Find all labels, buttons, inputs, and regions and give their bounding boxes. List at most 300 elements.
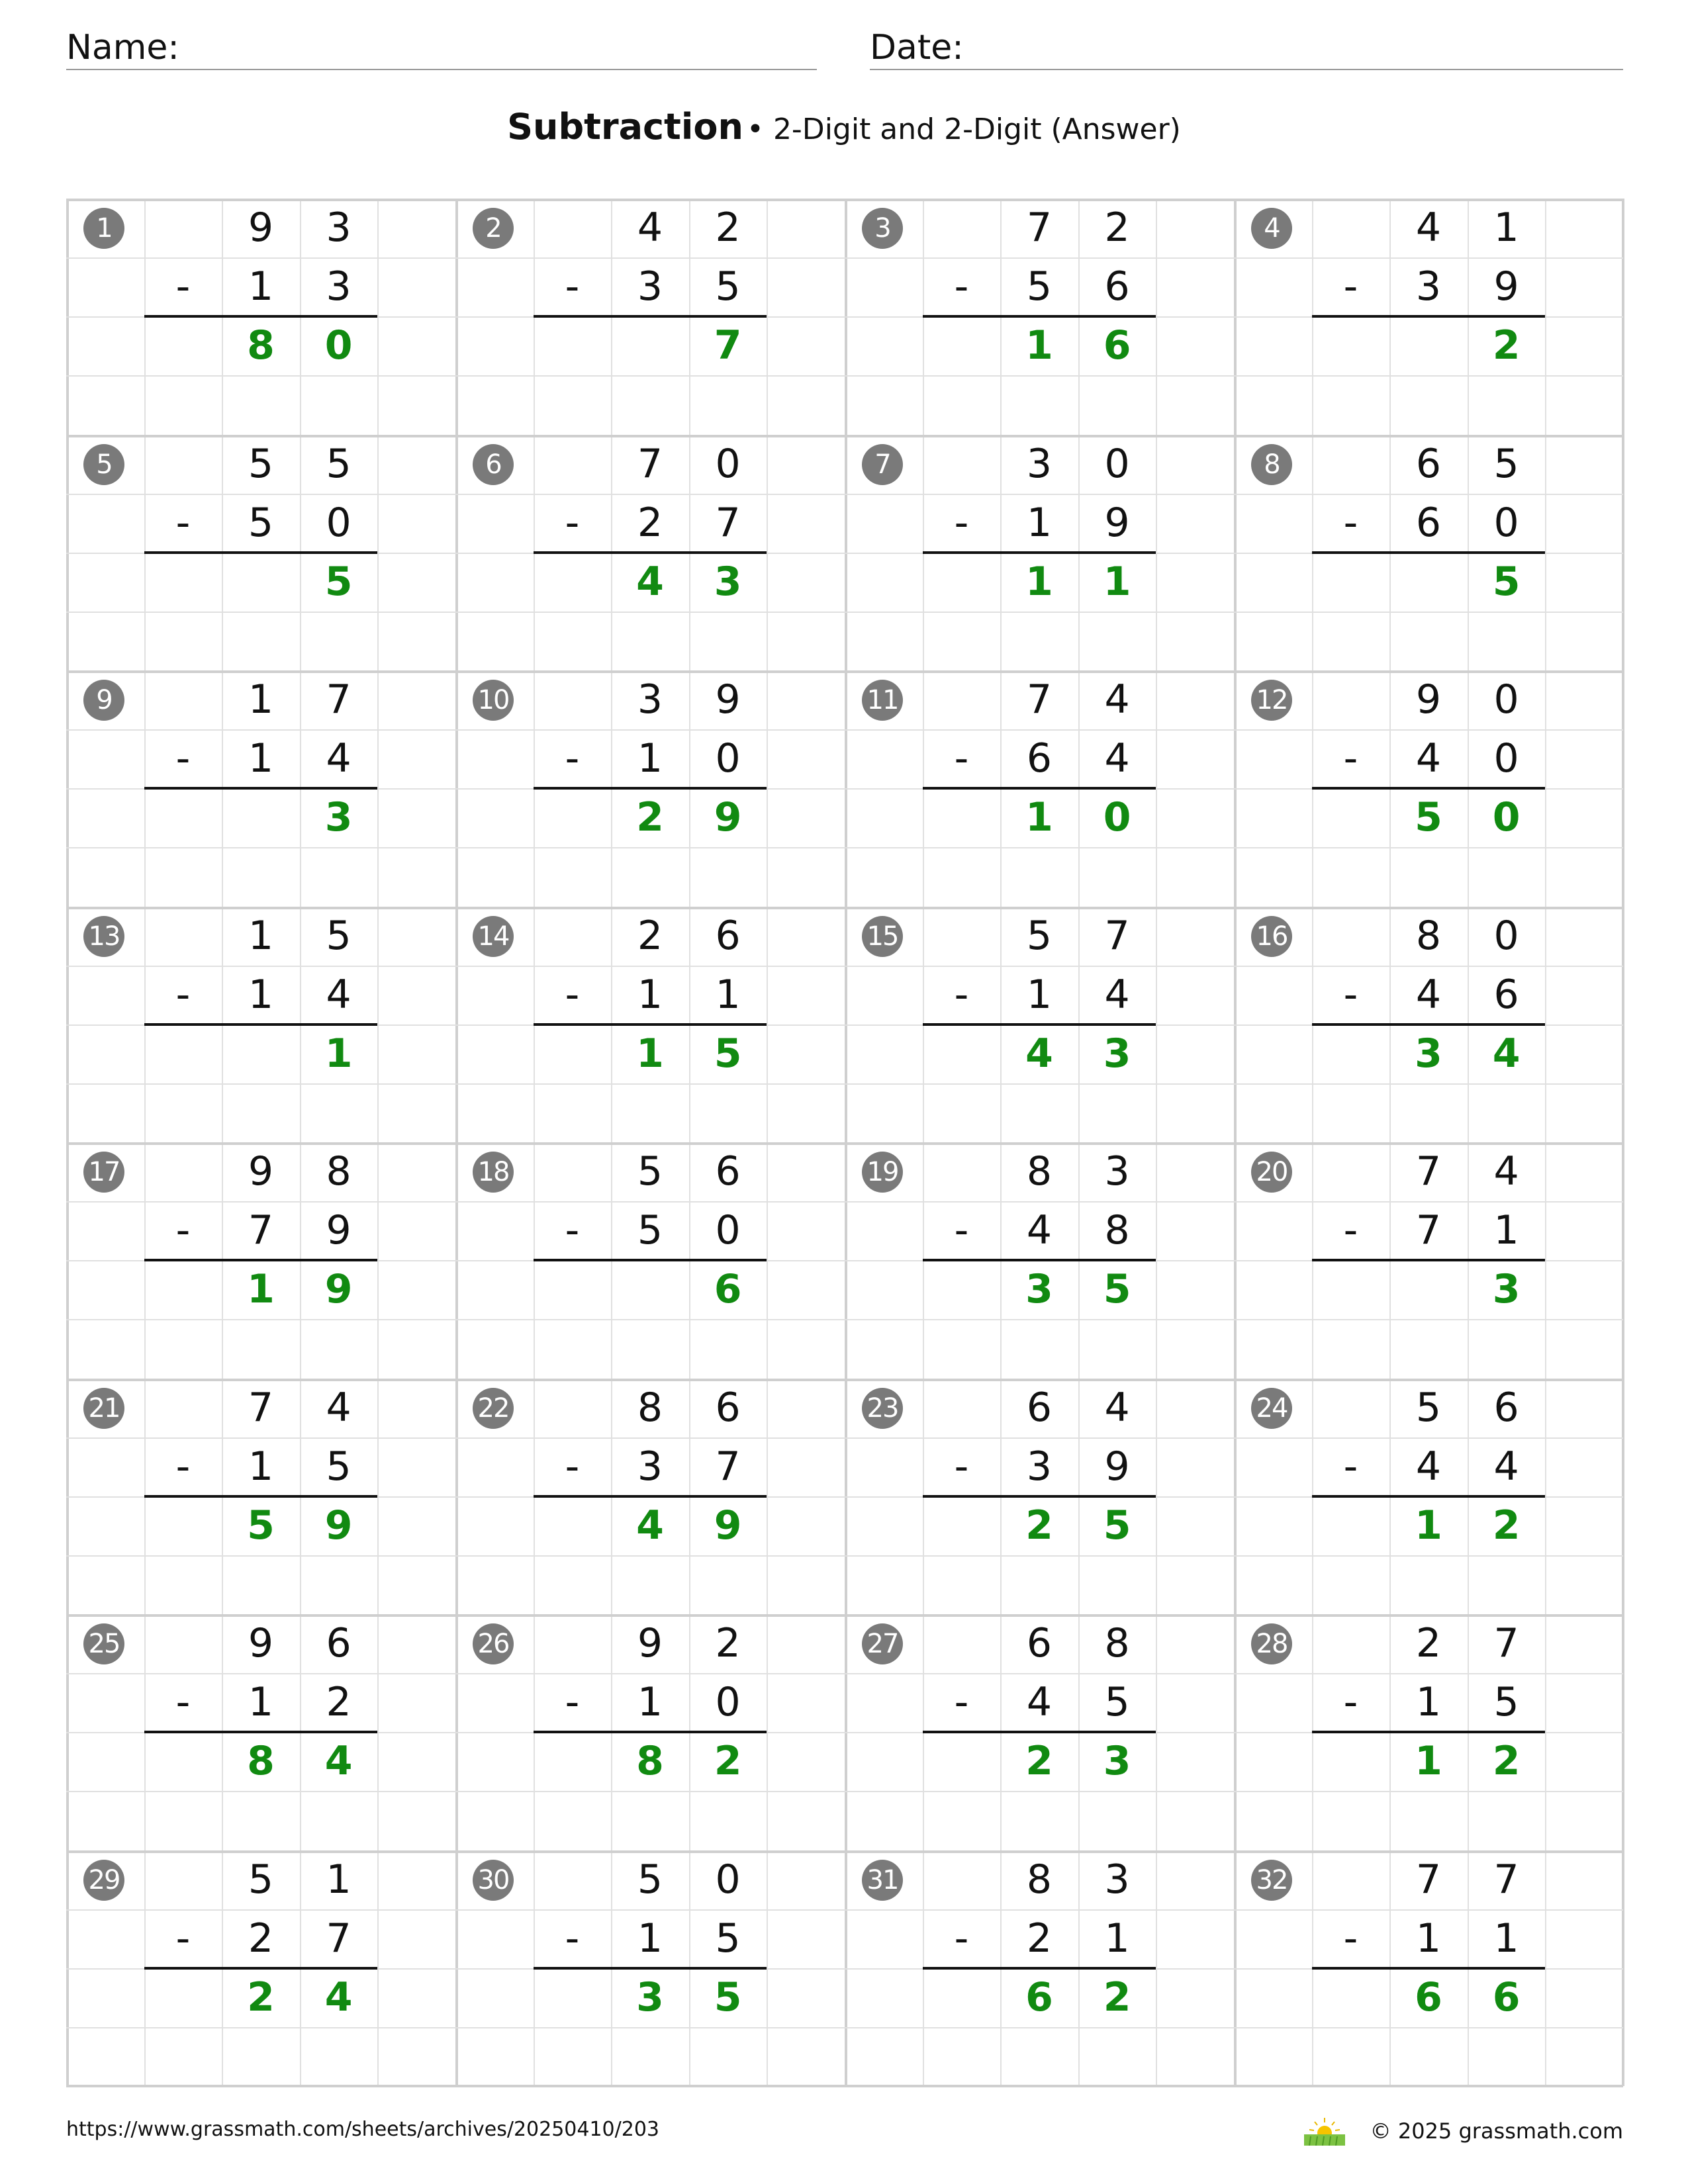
minuend-tens: 2 [637,912,663,959]
subtrahend-tens: 1 [637,1679,663,1726]
minuend-ones: 0 [1104,440,1130,487]
subtrahend-tens: 2 [1026,1915,1053,1962]
minuend-ones: 6 [1493,1384,1519,1431]
answer-ones[interactable]: 4 [324,1974,353,2021]
minus-sign: - [565,971,580,1018]
answer-tens[interactable]: 2 [1025,1502,1053,1549]
answer-rule-line [1312,551,1546,554]
name-field[interactable] [66,25,817,70]
minuend-ones: 6 [715,912,741,959]
problem-22 [455,1379,845,1615]
subtrahend-tens: 1 [1415,1679,1442,1726]
answer-rule-line [923,1967,1156,1970]
minuend-ones: 2 [715,205,741,251]
worksheet-title [0,106,1688,148]
subtrahend-tens: 1 [248,971,274,1018]
answer-tens[interactable]: 8 [247,1738,275,1785]
minus-sign: - [1343,971,1358,1018]
answer-tens[interactable]: 4 [1025,1030,1053,1077]
answer-rule-line [144,1495,378,1498]
problem-number-badge: 22 [473,1388,514,1429]
minuend-tens: 1 [248,676,274,723]
problem-number-badge: 25 [83,1623,124,1664]
answer-rule-line [144,1731,378,1733]
minuend-ones: 5 [326,912,352,959]
answer-tens[interactable]: 6 [1025,1974,1053,2021]
answer-ones[interactable]: 5 [1103,1502,1131,1549]
problem-6 [455,435,845,671]
problem-25 [66,1614,455,1850]
answer-ones[interactable]: 0 [1492,794,1521,841]
answer-tens[interactable]: 1 [1025,794,1053,841]
answer-rule-line [923,551,1156,554]
minuend-ones: 6 [715,1384,741,1431]
subtrahend-tens: 1 [248,1443,274,1490]
answer-rule-line [534,1495,767,1498]
minus-sign: - [565,1443,580,1490]
minus-sign: - [1343,1207,1358,1254]
subtrahend-ones: 7 [715,1443,741,1490]
subtrahend-ones: 0 [715,1679,741,1726]
minuend-ones: 4 [326,1384,352,1431]
answer-ones[interactable]: 3 [1103,1738,1131,1785]
answer-ones[interactable]: 2 [1492,1502,1521,1549]
answer-ones[interactable]: 9 [714,1502,742,1549]
subtrahend-tens: 4 [1415,735,1442,782]
minus-sign: - [954,263,969,310]
subtrahend-ones: 5 [1104,1679,1130,1726]
answer-ones[interactable]: 5 [1492,558,1521,605]
answer-rule-line [534,1023,767,1026]
answer-rule-line [923,1023,1156,1026]
problem-number-badge: 2 [473,208,514,249]
minuend-ones: 0 [715,1856,741,1903]
answer-tens[interactable]: 8 [247,322,275,369]
minuend-tens: 5 [637,1856,663,1903]
subtrahend-tens: 1 [1026,499,1053,546]
subtrahend-tens: 3 [637,1443,663,1490]
problem-number-badge: 12 [1251,680,1292,721]
problem-19 [845,1142,1234,1379]
sun-over-grass-icon [1301,2116,1348,2146]
minuend-ones: 4 [1104,676,1130,723]
minuend-ones: 3 [1104,1148,1130,1195]
minuend-tens: 8 [1026,1856,1053,1903]
problem-15 [845,907,1234,1143]
problem-number-badge: 3 [862,208,903,249]
subtrahend-tens: 1 [637,971,663,1018]
minuend-tens: 7 [637,440,663,487]
subtrahend-ones: 0 [715,735,741,782]
answer-ones[interactable]: 2 [714,1738,742,1785]
minus-sign: - [1343,1443,1358,1490]
problem-4 [1234,199,1623,435]
answer-rule-line [923,1495,1156,1498]
problem-grid [66,199,1623,2086]
minuend-tens: 3 [637,676,663,723]
minuend-tens: 4 [637,205,663,251]
answer-rule-line [144,551,378,554]
problem-29 [66,1850,455,2087]
answer-rule-line [1312,1967,1546,1970]
minuend-tens: 2 [1415,1620,1442,1666]
problem-number-badge: 16 [1251,916,1292,957]
subtrahend-tens: 1 [637,735,663,782]
subtrahend-tens: 4 [1026,1679,1053,1726]
minuend-ones: 4 [1493,1148,1519,1195]
minus-sign: - [175,971,191,1018]
minus-sign: - [954,1207,969,1254]
subtrahend-tens: 4 [1415,1443,1442,1490]
answer-tens[interactable]: 4 [636,558,664,605]
minuend-tens: 9 [1415,676,1442,723]
problem-11 [845,670,1234,907]
problem-number-badge: 11 [862,680,903,721]
problem-14 [455,907,845,1143]
subtrahend-tens: 1 [248,735,274,782]
subtrahend-ones: 1 [1493,1207,1519,1254]
minus-sign: - [954,1915,969,1962]
answer-rule-line [1312,1259,1546,1261]
answer-tens[interactable]: 2 [1025,1738,1053,1785]
minuend-ones: 7 [326,676,352,723]
subtrahend-ones: 9 [1104,499,1130,546]
minuend-ones: 0 [1493,676,1519,723]
problem-1 [66,199,455,435]
answer-tens[interactable]: 5 [247,1502,275,1549]
subtrahend-ones: 7 [715,499,741,546]
answer-ones[interactable]: 4 [1492,1030,1521,1077]
problem-28 [1234,1614,1623,1850]
problem-10 [455,670,845,907]
subtrahend-tens: 7 [1415,1207,1442,1254]
subtrahend-ones: 0 [326,499,352,546]
subtrahend-ones: 6 [1104,263,1130,310]
minuend-ones: 8 [326,1148,352,1195]
problem-23 [845,1379,1234,1615]
minuend-tens: 8 [1415,912,1442,959]
minus-sign: - [565,1207,580,1254]
answer-tens[interactable]: 1 [1025,322,1053,369]
minus-sign: - [954,499,969,546]
minus-sign: - [1343,735,1358,782]
answer-rule-line [534,1967,767,1970]
problem-5 [66,435,455,671]
problem-17 [66,1142,455,1379]
minus-sign: - [565,499,580,546]
answer-rule-line [534,315,767,318]
subtrahend-tens: 6 [1415,499,1442,546]
subtrahend-tens: 1 [1415,1915,1442,1962]
subtrahend-ones: 0 [715,1207,741,1254]
answer-ones[interactable]: 9 [324,1502,353,1549]
answer-ones[interactable]: 5 [1103,1266,1131,1313]
answer-rule-line [1312,1495,1546,1498]
minuend-tens: 7 [1415,1148,1442,1195]
answer-rule-line [923,1731,1156,1733]
minuend-ones: 2 [1104,205,1130,251]
minus-sign: - [1343,499,1358,546]
subtrahend-tens: 5 [1026,263,1053,310]
subtrahend-tens: 6 [1026,735,1053,782]
problem-9 [66,670,455,907]
problem-2 [455,199,845,435]
answer-tens[interactable]: 1 [1415,1502,1442,1549]
answer-tens[interactable]: 1 [636,1030,664,1077]
answer-tens[interactable]: 2 [247,1974,275,2021]
problem-number-badge: 28 [1251,1623,1292,1664]
problem-number-badge: 1 [83,208,124,249]
problem-number-badge: 6 [473,444,514,485]
minuend-ones: 2 [715,1620,741,1666]
minus-sign: - [175,1207,191,1254]
answer-tens[interactable]: 8 [636,1738,664,1785]
answer-ones[interactable]: 3 [1103,1030,1131,1077]
minuend-ones: 3 [326,205,352,251]
minuend-ones: 1 [326,1856,352,1903]
problem-16 [1234,907,1623,1143]
minus-sign: - [954,1679,969,1726]
answer-rule-line [534,551,767,554]
subtrahend-tens: 1 [248,1679,274,1726]
problem-32 [1234,1850,1623,2087]
minuend-tens: 1 [248,912,274,959]
answer-ones[interactable]: 4 [324,1738,353,1785]
problem-3 [845,199,1234,435]
answer-ones[interactable]: 3 [1492,1266,1521,1313]
minuend-ones: 5 [1493,440,1519,487]
minuend-tens: 9 [248,1620,274,1666]
minuend-ones: 6 [326,1620,352,1666]
answer-tens[interactable]: 5 [1415,794,1442,841]
answer-rule-line [1312,1731,1546,1733]
title-subtitle: • 2-Digit and 2-Digit (Answer) [747,113,1181,146]
problem-number-badge: 7 [862,444,903,485]
problem-number-badge: 23 [862,1388,903,1429]
problem-number-badge: 24 [1251,1388,1292,1429]
problem-20 [1234,1142,1623,1379]
minus-sign: - [565,735,580,782]
answer-rule-line [1312,315,1546,318]
subtrahend-ones: 5 [1493,1679,1519,1726]
answer-ones[interactable]: 1 [1103,558,1131,605]
subtrahend-tens: 5 [248,499,274,546]
answer-ones[interactable]: 2 [1492,322,1521,369]
subtrahend-ones: 5 [326,1443,352,1490]
minuend-ones: 7 [1493,1856,1519,1903]
answer-ones[interactable]: 3 [324,794,353,841]
minus-sign: - [175,1679,191,1726]
answer-tens[interactable]: 3 [1025,1266,1053,1313]
minuend-ones: 9 [715,676,741,723]
minuend-ones: 7 [1493,1620,1519,1666]
subtrahend-ones: 5 [715,263,741,310]
answer-tens[interactable]: 4 [636,1502,664,1549]
problem-number-badge: 14 [473,916,514,957]
answer-tens[interactable]: 1 [1025,558,1053,605]
subtrahend-tens: 1 [248,263,274,310]
answer-rule-line [534,1259,767,1261]
minus-sign: - [175,1915,191,1962]
answer-ones[interactable]: 6 [1103,322,1131,369]
answer-rule-line [144,315,378,318]
answer-ones[interactable]: 5 [714,1974,742,2021]
minuend-ones: 7 [1104,912,1130,959]
problem-number-badge: 26 [473,1623,514,1664]
minus-sign: - [1343,263,1358,310]
minus-sign: - [954,1443,969,1490]
answer-ones[interactable]: 6 [714,1266,742,1313]
problem-number-badge: 27 [862,1623,903,1664]
problem-number-badge: 13 [83,916,124,957]
subtrahend-tens: 4 [1026,1207,1053,1254]
answer-ones[interactable]: 1 [324,1030,353,1077]
name-label: Name: [66,28,179,68]
problem-12 [1234,670,1623,907]
minuend-ones: 6 [715,1148,741,1195]
problem-7 [845,435,1234,671]
problem-21 [66,1379,455,1615]
minuend-tens: 5 [637,1148,663,1195]
answer-rule-line [534,787,767,790]
answer-tens[interactable]: 6 [1415,1974,1442,2021]
answer-rule-line [144,1967,378,1970]
answer-rule-line [144,1259,378,1261]
minuend-tens: 4 [1415,205,1442,251]
answer-ones[interactable]: 5 [324,558,353,605]
answer-tens[interactable]: 2 [636,794,664,841]
subtrahend-ones: 4 [326,735,352,782]
minus-sign: - [954,971,969,1018]
subtrahend-ones: 2 [326,1679,352,1726]
minuend-ones: 1 [1493,205,1519,251]
subtrahend-ones: 1 [1104,1915,1130,1962]
answer-tens[interactable]: 1 [247,1266,275,1313]
minuend-tens: 7 [248,1384,274,1431]
minuend-ones: 3 [1104,1856,1130,1903]
problem-number-badge: 17 [83,1152,124,1193]
problem-number-badge: 30 [473,1860,514,1901]
subtrahend-tens: 3 [1415,263,1442,310]
minus-sign: - [1343,1679,1358,1726]
answer-rule-line [534,1731,767,1733]
answer-ones[interactable]: 3 [714,558,742,605]
answer-rule-line [1312,1023,1546,1026]
minuend-tens: 9 [248,1148,274,1195]
subtrahend-ones: 4 [326,971,352,1018]
problem-number-badge: 31 [862,1860,903,1901]
minuend-ones: 4 [1104,1384,1130,1431]
footer-right [1301,2116,1623,2146]
minuend-tens: 9 [248,205,274,251]
minuend-ones: 8 [1104,1620,1130,1666]
answer-rule-line [923,1259,1156,1261]
subtrahend-ones: 3 [326,263,352,310]
problem-number-badge: 4 [1251,208,1292,249]
subtrahend-ones: 0 [1493,499,1519,546]
minuend-tens: 9 [637,1620,663,1666]
footer-url: https://www.grassmath.com/sheets/archives/20250410/203 [66,2118,660,2141]
answer-ones[interactable]: 2 [1492,1738,1521,1785]
minuend-tens: 7 [1026,676,1053,723]
minuend-tens: 3 [1026,440,1053,487]
answer-rule-line [923,787,1156,790]
problem-31 [845,1850,1234,2087]
subtrahend-ones: 1 [715,971,741,1018]
subtrahend-ones: 4 [1104,735,1130,782]
subtrahend-tens: 7 [248,1207,274,1254]
date-label: Date: [870,28,964,68]
minus-sign: - [954,735,969,782]
answer-tens[interactable]: 3 [1415,1030,1442,1077]
answer-ones[interactable]: 9 [324,1266,353,1313]
problem-8 [1234,435,1623,671]
subtrahend-ones: 9 [326,1207,352,1254]
problem-number-badge: 29 [83,1860,124,1901]
minus-sign: - [565,263,580,310]
minuend-tens: 6 [1415,440,1442,487]
answer-ones[interactable]: 0 [324,322,353,369]
subtrahend-tens: 1 [1026,971,1053,1018]
problem-18 [455,1142,845,1379]
subtrahend-ones: 5 [715,1915,741,1962]
subtrahend-tens: 1 [637,1915,663,1962]
copyright-text: © 2025 grassmath.com [1370,2118,1623,2144]
minuend-ones: 0 [715,440,741,487]
minuend-tens: 7 [1026,205,1053,251]
problem-number-badge: 32 [1251,1860,1292,1901]
answer-ones[interactable]: 0 [1103,794,1131,841]
answer-ones[interactable]: 5 [714,1030,742,1077]
answer-tens[interactable]: 1 [1415,1738,1442,1785]
answer-ones[interactable]: 7 [714,322,742,369]
answer-tens[interactable]: 3 [636,1974,664,2021]
subtrahend-tens: 2 [248,1915,274,1962]
minuend-ones: 5 [326,440,352,487]
date-field[interactable] [870,25,1623,70]
subtrahend-ones: 4 [1493,1443,1519,1490]
problem-number-badge: 18 [473,1152,514,1193]
answer-ones[interactable]: 6 [1492,1974,1521,2021]
minuend-tens: 5 [248,1856,274,1903]
minus-sign: - [565,1679,580,1726]
minus-sign: - [565,1915,580,1962]
problem-30 [455,1850,845,2087]
minuend-tens: 5 [1415,1384,1442,1431]
answer-rule-line [923,315,1156,318]
problem-number-badge: 21 [83,1388,124,1429]
minus-sign: - [175,263,191,310]
subtrahend-tens: 5 [637,1207,663,1254]
title-main: Subtraction [507,106,743,148]
minuend-tens: 7 [1415,1856,1442,1903]
minuend-tens: 5 [248,440,274,487]
minuend-tens: 6 [1026,1384,1053,1431]
problem-24 [1234,1379,1623,1615]
minus-sign: - [175,735,191,782]
problem-number-badge: 19 [862,1152,903,1193]
answer-ones[interactable]: 2 [1103,1974,1131,2021]
problem-number-badge: 20 [1251,1152,1292,1193]
subtrahend-tens: 3 [637,263,663,310]
answer-rule-line [1312,787,1546,790]
subtrahend-ones: 1 [1493,1915,1519,1962]
problem-27 [845,1614,1234,1850]
minuend-tens: 8 [637,1384,663,1431]
subtrahend-ones: 4 [1104,971,1130,1018]
answer-ones[interactable]: 9 [714,794,742,841]
problem-number-badge: 10 [473,680,514,721]
